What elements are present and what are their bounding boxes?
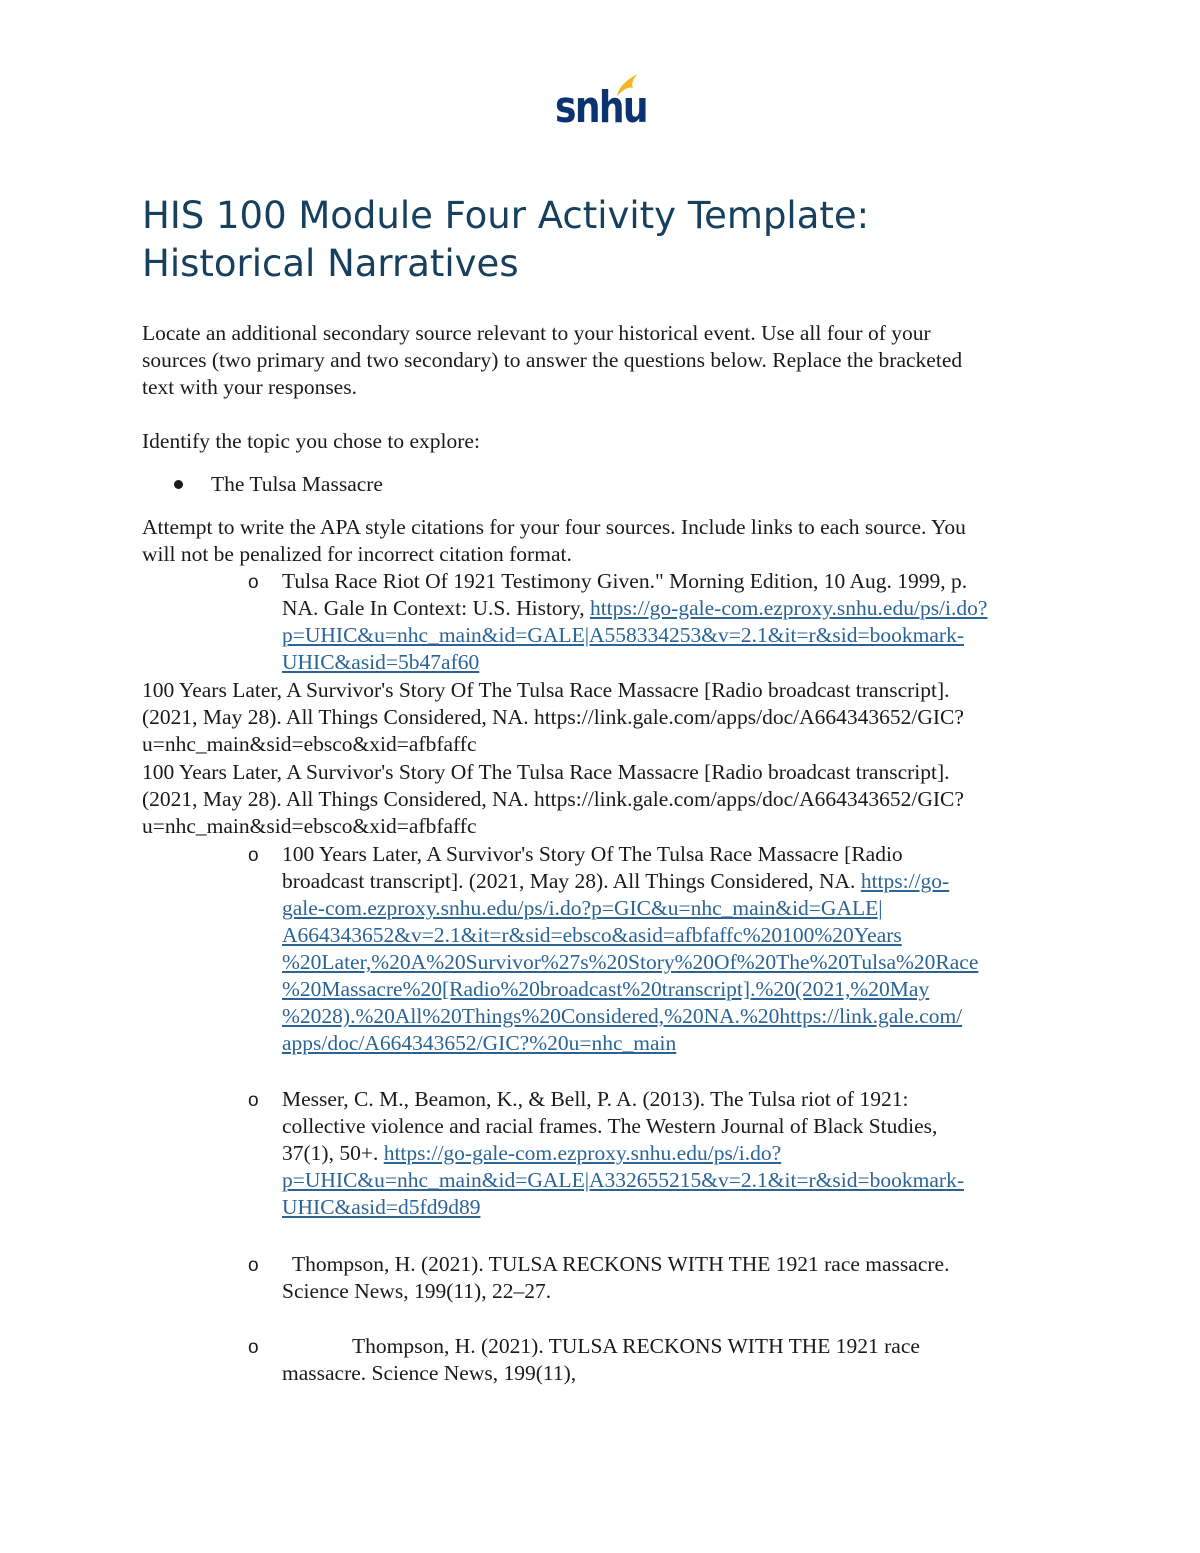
- bullet-icon: [174, 480, 183, 489]
- citation-line: [282, 922, 978, 949]
- citation-line: [282, 895, 978, 922]
- citation-link[interactable]: gale-com.ezproxy.snhu.edu/ps/i.do?p=GIC&u=nhc_main&id=GALE|: [282, 896, 883, 920]
- citation-line: [282, 868, 978, 895]
- text-line: Locate an additional secondary source relevant to your historical event. Use all four of your: [142, 321, 931, 345]
- text-line: sources (two primary and two secondary) to answer the questions below. Replace the bracketed: [142, 348, 963, 372]
- citation-link[interactable]: p=UHIC&u=nhc_main&id=GALE|A332655215&v=2.1&it=r&sid=bookmark-: [282, 1168, 964, 1192]
- loose-citation: [142, 677, 964, 758]
- citation-line: Messer, C. M., Beamon, K., & Bell, P. A. (2013). The Tulsa riot of 1921:: [282, 1087, 909, 1111]
- citation-link[interactable]: UHIC&asid=d5fd9d89: [282, 1195, 481, 1219]
- citation-5: [282, 1333, 920, 1387]
- title-line: Historical Narratives: [142, 242, 519, 285]
- citation-line: 100 Years Later, A Survivor's Story Of The Tulsa Race Massacre [Radio broadcast transcript].: [142, 760, 950, 784]
- citation-link[interactable]: %2028).%20All%20Things%20Considered,%20NA.%20https://link.gale.com/: [282, 1004, 963, 1028]
- citation-link[interactable]: %20Massacre%20[Radio%20broadcast%20transcript].%20(2021,%20May: [282, 977, 930, 1001]
- list-marker: o: [248, 1090, 259, 1111]
- citation-line: [282, 1140, 964, 1167]
- page-title: [142, 192, 1102, 288]
- citation-link[interactable]: apps/doc/A664343652/GIC?%20u=nhc_main: [282, 1031, 677, 1055]
- list-marker: o: [248, 1337, 259, 1358]
- snhu-logo: [555, 72, 645, 136]
- citation-line: Science News, 199(11), 22–27.: [282, 1279, 552, 1303]
- citation-1: [282, 568, 987, 676]
- citation-line: massacre. Science News, 199(11),: [282, 1361, 577, 1385]
- citation-text: broadcast transcript]. (2021, May 28). All Things Considered, NA.: [282, 869, 861, 893]
- list-marker: o: [248, 572, 259, 593]
- citation-4: [282, 1251, 949, 1305]
- citation-line: u=nhc_main&sid=ebsco&xid=afbfaffc: [142, 732, 477, 756]
- citation-link[interactable]: A664343652&v=2.1&it=r&sid=ebsco&asid=afbfaffc%20100%20Years: [282, 923, 902, 947]
- citation-line: [282, 622, 987, 649]
- citation-link[interactable]: p=UHIC&u=nhc_main&id=GALE|A558334253&v=2.1&it=r&sid=bookmark-: [282, 623, 964, 647]
- citation-text: 37(1), 50+.: [282, 1141, 384, 1165]
- citation-line: (2021, May 28). All Things Considered, NA. https://link.gale.com/apps/doc/A664343652/GIC?: [142, 705, 964, 729]
- text-line: text with your responses.: [142, 375, 357, 399]
- citation-link[interactable]: https://go-gale-com.ezproxy.snhu.edu/ps/i.do?: [589, 596, 988, 620]
- citation-line: [282, 976, 978, 1003]
- citation-line: [282, 1003, 978, 1030]
- citation-line: [282, 1167, 964, 1194]
- citation-line: u=nhc_main&sid=ebsco&xid=afbfaffc: [142, 814, 477, 838]
- citation-line: 100 Years Later, A Survivor's Story Of The Tulsa Race Massacre [Radio: [282, 842, 903, 866]
- citation-line: collective violence and racial frames. The Western Journal of Black Studies,: [282, 1114, 938, 1138]
- citation-line: 100 Years Later, A Survivor's Story Of The Tulsa Race Massacre [Radio broadcast transcript].: [142, 678, 950, 702]
- citations-prompt: [142, 514, 966, 568]
- citation-line: [282, 595, 987, 622]
- loose-citation-duplicate: [142, 759, 964, 840]
- citation-2: [282, 841, 978, 1057]
- list-marker: o: [248, 845, 259, 866]
- citation-line: [282, 1030, 978, 1057]
- list-marker: o: [248, 1255, 259, 1276]
- citation-line: [282, 949, 978, 976]
- instructions-paragraph: [142, 320, 962, 401]
- citation-line: (2021, May 28). All Things Considered, NA. https://link.gale.com/apps/doc/A664343652/GIC?: [142, 787, 964, 811]
- logo-wordmark: snhu: [555, 82, 647, 133]
- citation-link[interactable]: https://go-: [860, 869, 950, 893]
- text-line: will not be penalized for incorrect citation format.: [142, 542, 572, 566]
- citation-line: [282, 649, 987, 676]
- citation-line: [282, 1194, 964, 1221]
- topic-answer: The Tulsa Massacre: [211, 472, 383, 496]
- citation-line: Thompson, H. (2021). TULSA RECKONS WITH THE 1921 race massacre.: [292, 1252, 950, 1276]
- citation-link[interactable]: https://go-gale-com.ezproxy.snhu.edu/ps/i.do?: [383, 1141, 782, 1165]
- topic-prompt: Identify the topic you chose to explore:: [142, 429, 480, 453]
- citation-3: [282, 1086, 964, 1221]
- text-line: Attempt to write the APA style citations for your four sources. Include links to each source. You: [142, 515, 966, 539]
- citation-link[interactable]: %20Later,%20A%20Survivor%27s%20Story%20Of%20The%20Tulsa%20Race: [282, 950, 979, 974]
- citation-line: Thompson, H. (2021). TULSA RECKONS WITH THE 1921 race: [352, 1334, 920, 1358]
- title-line: HIS 100 Module Four Activity Template:: [142, 194, 870, 237]
- citation-text: NA. Gale In Context: U.S. History,: [282, 596, 590, 620]
- citation-link[interactable]: UHIC&asid=5b47af60: [282, 650, 480, 674]
- citation-line: Tulsa Race Riot Of 1921 Testimony Given." Morning Edition, 10 Aug. 1999, p.: [282, 569, 968, 593]
